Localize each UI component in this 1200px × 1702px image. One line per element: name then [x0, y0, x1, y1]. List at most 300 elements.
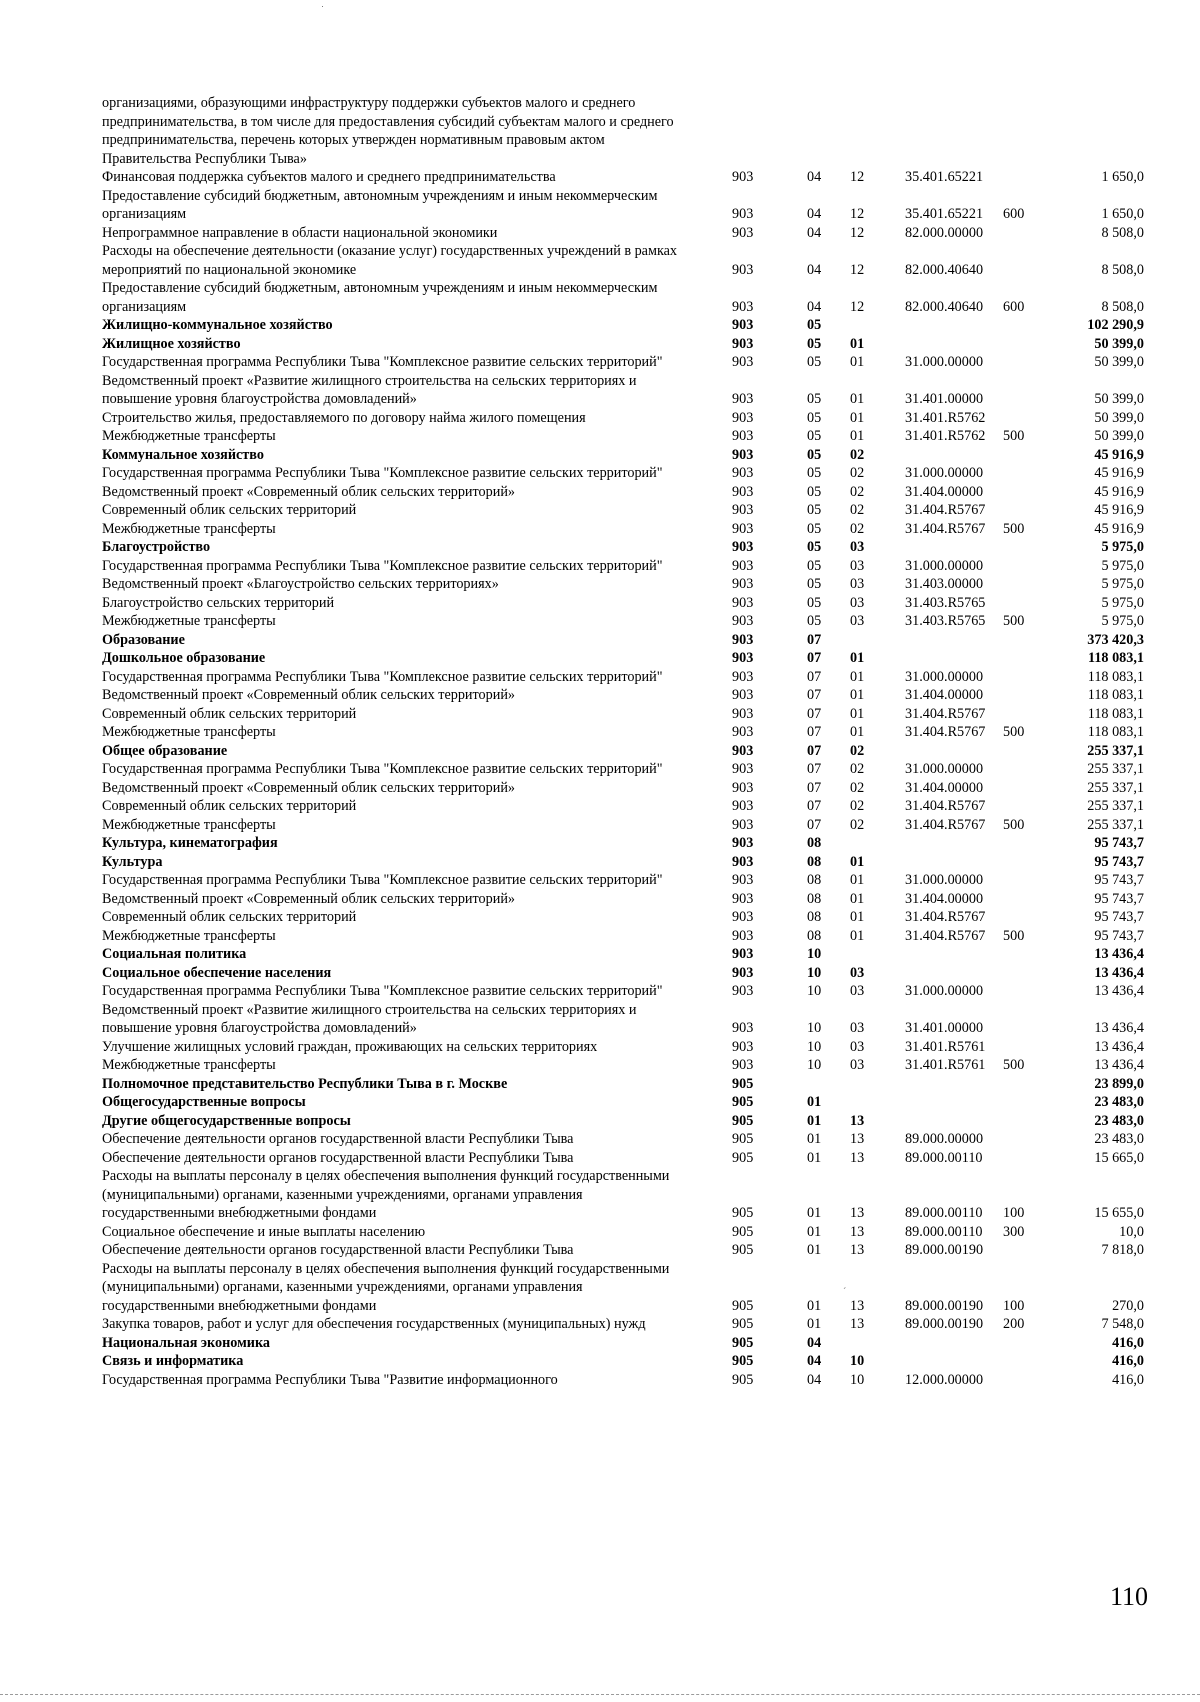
row-sum: 10,0 [1119, 1223, 1144, 1240]
row-vr-code: 500 [1003, 724, 1025, 740]
table-row [102, 520, 1144, 539]
table-row [102, 464, 1144, 483]
row-pr-code: 02 [850, 446, 865, 463]
row-name: Ведомственный проект «Развитие жилищного строительства на сельских территориях и повышение уровня благоустройства домовладений» [102, 372, 637, 407]
row-gr-code: 903 [732, 298, 754, 315]
row-cs-code [875, 945, 993, 964]
row-gr-code: 903 [732, 206, 754, 222]
scan-edge-line [0, 1694, 1200, 1695]
row-pr-code: 01 [850, 853, 865, 870]
table-row [102, 1260, 1144, 1316]
row-pr-code: 02 [850, 502, 865, 518]
row-vr-code: 300 [1003, 1223, 1025, 1240]
row-cs-code: 31.404.R5767 [905, 927, 986, 944]
row-rz-code: 01 [807, 1242, 822, 1258]
row-name: Обеспечение деятельности органов государственной власти Республики Тыва [102, 1131, 574, 1147]
row-gr-code: 905 [732, 1334, 754, 1351]
row-vr-code [993, 1371, 1039, 1390]
row-sum: 23 483,0 [1094, 1112, 1144, 1129]
row-sum: 95 743,7 [1094, 909, 1144, 925]
row-vr-code [993, 372, 1039, 409]
row-vr-code [993, 631, 1039, 650]
row-rz-code: 01 [807, 1223, 822, 1240]
row-name: Благоустройство сельских территорий [102, 594, 335, 611]
row-rz-code: 08 [807, 853, 822, 870]
row-gr-code: 903 [732, 391, 754, 407]
row-rz-code: 01 [807, 1316, 822, 1332]
row-cs-code: 31.403.R5765 [905, 594, 986, 611]
row-cs-code [875, 853, 993, 872]
row-gr-code: 903 [732, 354, 754, 370]
table-row [102, 1056, 1144, 1075]
row-vr-code [993, 686, 1039, 705]
row-sum: 416,0 [1112, 1371, 1144, 1388]
row-sum: 15 665,0 [1094, 1149, 1144, 1166]
row-vr-code [993, 594, 1039, 613]
row-name: Государственная программа Республики Тыва "Комплексное развитие сельских территорий" [102, 557, 663, 574]
row-vr-code: 500 [1003, 428, 1025, 444]
budget-table [102, 94, 1144, 1389]
row-rz-code: 04 [807, 1371, 822, 1388]
row-name: Государственная программа Республики Тыва "Комплексное развитие сельских территорий" [102, 354, 663, 370]
table-row [102, 964, 1144, 983]
row-sum: 45 916,9 [1094, 446, 1144, 463]
row-gr-code: 903 [732, 964, 754, 981]
row-gr-code: 905 [732, 1075, 754, 1092]
row-gr-code: 903 [732, 520, 754, 537]
table-row [102, 1093, 1144, 1112]
row-name: Культура [102, 853, 163, 870]
row-gr-code: 903 [732, 335, 754, 352]
row-sum: 13 436,4 [1094, 964, 1144, 981]
row-cs-code [875, 335, 993, 354]
row-name: организациями, образующими инфраструктуру поддержки субъектов малого и среднего предпринимательства, в том числе для предоставления субсидий субъектам малого и среднего предпринимательства, перечень которых утвержден нормативным правовым актом Правительства Республики Тыва» [102, 95, 674, 167]
row-name: Социальная политика [102, 946, 247, 962]
row-pr-code: 13 [850, 1112, 865, 1129]
row-name: Ведомственный проект «Развитие жилищного строительства на сельских территориях и повышение уровня благоустройства домовладений» [102, 1001, 637, 1036]
row-vr-code [993, 538, 1039, 557]
row-gr-code: 903 [732, 853, 754, 870]
table-row [102, 316, 1144, 335]
row-pr-code: 02 [850, 798, 865, 814]
row-pr-code: 01 [850, 335, 865, 352]
row-gr-code: 905 [732, 1149, 754, 1166]
row-pr-code [825, 945, 875, 964]
row-sum: 13 436,4 [1094, 1038, 1144, 1055]
row-name: Непрограммное направление в области национальной экономики [102, 224, 498, 241]
row-rz-code: 04 [807, 1353, 822, 1369]
row-vr-code [993, 224, 1039, 243]
row-sum: 13 436,4 [1094, 1057, 1144, 1073]
row-vr-code [993, 742, 1039, 761]
row-gr-code: 903 [732, 317, 754, 333]
row-name: Национальная экономика [102, 1334, 271, 1351]
table-row [102, 187, 1144, 224]
row-vr-code [993, 1241, 1039, 1260]
row-rz-code: 10 [807, 1057, 822, 1073]
table-row [102, 890, 1144, 909]
row-name: Социальное обеспечение и иные выплаты населению [102, 1223, 426, 1240]
row-gr-code: 903 [732, 502, 754, 518]
row-rz-code: 10 [807, 983, 822, 999]
row-gr-code: 903 [732, 927, 754, 944]
table-row [102, 168, 1144, 187]
row-vr-code: 500 [1003, 816, 1025, 833]
table-row [102, 372, 1144, 409]
row-rz-code: 01 [807, 1149, 822, 1166]
row-cs-code: 31.000.00000 [905, 354, 984, 370]
row-sum: 255 337,1 [1087, 761, 1144, 777]
row-vr-code: 200 [1003, 1316, 1025, 1332]
row-cs-code [875, 742, 993, 761]
row-cs-code [875, 649, 993, 668]
row-cs-code: 31.404.R5767 [905, 816, 986, 833]
row-rz-code: 01 [807, 1094, 822, 1110]
row-vr-code: 100 [1003, 1205, 1025, 1221]
row-pr-code: 02 [850, 520, 865, 537]
row-pr-code: 03 [850, 1038, 865, 1055]
row-vr-code [993, 353, 1039, 372]
row-cs-code: 31.000.00000 [905, 872, 984, 888]
table-row [102, 353, 1144, 372]
row-cs-code: 12.000.00000 [905, 1371, 984, 1388]
row-pr-code: 01 [850, 428, 865, 444]
row-vr-code: 500 [1003, 520, 1025, 537]
row-cs-code: 31.401.R5762 [905, 428, 986, 444]
row-cs-code [875, 1334, 993, 1353]
row-pr-code: 03 [850, 1057, 865, 1073]
row-pr-code: 01 [850, 391, 865, 407]
row-vr-code: 600 [1003, 206, 1025, 222]
row-name: Благоустройство [102, 539, 211, 555]
row-gr-code: 903 [732, 631, 754, 648]
row-cs-code: 31.401.R5761 [905, 1057, 986, 1073]
row-pr-code: 01 [850, 705, 865, 722]
row-pr-code: 01 [850, 409, 865, 426]
row-cs-code: 31.403.R5765 [905, 613, 986, 629]
row-rz-code [768, 94, 825, 168]
row-rz-code: 07 [807, 631, 822, 648]
row-sum: 95 743,7 [1094, 835, 1144, 851]
row-pr-code: 02 [850, 465, 865, 481]
table-row [102, 612, 1144, 631]
table-row [102, 94, 1144, 168]
row-cs-code: 31.404.00000 [905, 483, 984, 500]
row-rz-code: 05 [807, 576, 822, 592]
row-sum: 45 916,9 [1094, 465, 1144, 481]
table-row [102, 242, 1144, 279]
row-pr-code: 01 [850, 909, 865, 925]
row-sum: 50 399,0 [1094, 335, 1144, 352]
row-cs-code: 31.000.00000 [905, 557, 984, 574]
row-name: Государственная программа Республики Тыва "Комплексное развитие сельских территорий" [102, 668, 663, 685]
row-cs-code: 31.401.00000 [905, 1020, 984, 1036]
row-gr-code: 905 [732, 1094, 754, 1110]
row-gr-code: 903 [732, 483, 754, 500]
row-rz-code: 10 [807, 964, 822, 981]
row-gr-code: 903 [732, 816, 754, 833]
table-row [102, 853, 1144, 872]
row-pr-code [825, 316, 875, 335]
row-name: Жилищное хозяйство [102, 335, 241, 352]
table-row [102, 409, 1144, 428]
row-name: Полномочное представительство Республики Тыва в г. Москве [102, 1075, 508, 1092]
row-vr-code [993, 1001, 1039, 1038]
row-rz-code: 05 [807, 391, 822, 407]
row-sum: 8 508,0 [1101, 298, 1144, 315]
row-vr-code [993, 409, 1039, 428]
row-gr-code: 903 [732, 872, 754, 888]
row-gr-code: 905 [732, 1112, 754, 1129]
row-name: Общегосударственные вопросы [102, 1094, 306, 1110]
row-pr-code: 02 [850, 483, 865, 500]
table-row [102, 1112, 1144, 1131]
row-name: Ведомственный проект «Благоустройство сельских территориях» [102, 576, 499, 592]
row-name: Обеспечение деятельности органов государственной власти Республики Тыва [102, 1149, 574, 1166]
table-row [102, 927, 1144, 946]
row-sum: 5 975,0 [1101, 539, 1144, 555]
row-vr-code [993, 871, 1039, 890]
row-vr-code [993, 760, 1039, 779]
row-name: Закупка товаров, работ и услуг для обеспечения государственных (муниципальных) нужд [102, 1316, 646, 1332]
row-sum: 95 743,7 [1094, 872, 1144, 888]
row-cs-code: 31.000.00000 [905, 465, 984, 481]
row-vr-code: 100 [1003, 1297, 1025, 1314]
row-name: Ведомственный проект «Современный облик сельских территорий» [102, 890, 516, 907]
row-name: Современный облик сельских территорий [102, 798, 357, 814]
table-row [102, 834, 1144, 853]
row-pr-code: 13 [850, 1149, 865, 1166]
row-sum: 5 975,0 [1101, 613, 1144, 629]
row-sum: 1 650,0 [1101, 206, 1144, 222]
row-rz-code: 10 [807, 1020, 822, 1036]
table-row [102, 705, 1144, 724]
table-row [102, 335, 1144, 354]
row-pr-code: 13 [850, 1131, 865, 1147]
table-row [102, 1334, 1144, 1353]
row-rz-code: 07 [807, 724, 822, 740]
row-pr-code: 03 [850, 557, 865, 574]
row-cs-code: 31.404.00000 [905, 890, 984, 907]
table-row [102, 224, 1144, 243]
row-sum: 1 650,0 [1101, 169, 1144, 185]
row-sum: 118 083,1 [1087, 724, 1144, 740]
row-name: Межбюджетные трансферты [102, 816, 276, 833]
row-sum: 8 508,0 [1101, 224, 1144, 241]
row-pr-code: 12 [850, 169, 865, 185]
row-cs-code: 31.404.R5767 [905, 798, 986, 814]
row-sum: 50 399,0 [1094, 409, 1144, 426]
row-sum: 416,0 [1112, 1353, 1144, 1369]
row-cs-code: 89.000.00110 [905, 1149, 983, 1166]
row-vr-code [993, 890, 1039, 909]
table-row [102, 427, 1144, 446]
row-rz-code: 04 [807, 169, 822, 185]
row-vr-code [993, 446, 1039, 465]
table-row [102, 483, 1144, 502]
row-pr-code [825, 1075, 875, 1094]
row-gr-code: 903 [732, 909, 754, 925]
row-rz-code: 05 [807, 354, 822, 370]
row-rz-code: 04 [807, 224, 822, 241]
row-pr-code: 01 [850, 668, 865, 685]
row-rz-code: 10 [807, 946, 822, 962]
row-vr-code [993, 557, 1039, 576]
table-row [102, 797, 1144, 816]
table-row [102, 1223, 1144, 1242]
row-cs-code: 31.404.R5767 [905, 724, 986, 740]
row-rz-code: 07 [807, 742, 822, 759]
row-pr-code: 13 [850, 1205, 865, 1221]
table-row [102, 686, 1144, 705]
row-gr-code: 903 [732, 557, 754, 574]
row-name: Связь и информатика [102, 1353, 244, 1369]
row-sum: 5 975,0 [1101, 557, 1144, 574]
row-rz-code [768, 1075, 825, 1094]
row-rz-code: 05 [807, 613, 822, 629]
row-gr-code: 905 [732, 1131, 754, 1147]
row-cs-code: 31.401.R5761 [905, 1038, 986, 1055]
row-sum: 95 743,7 [1094, 927, 1144, 944]
table-row [102, 982, 1144, 1001]
row-name: Межбюджетные трансферты [102, 613, 276, 629]
row-cs-code: 31.404.R5767 [905, 520, 986, 537]
table-row [102, 1149, 1144, 1168]
row-pr-code: 12 [850, 298, 865, 315]
row-sum: 23 899,0 [1094, 1075, 1144, 1092]
row-name: Предоставление субсидий бюджетным, автономным учреждениям и иным некоммерческим организациям [102, 187, 658, 222]
row-vr-code [993, 1038, 1039, 1057]
row-name: Ведомственный проект «Современный облик сельских территорий» [102, 483, 516, 500]
table-row [102, 575, 1144, 594]
row-gr-code: 903 [732, 594, 754, 611]
row-vr-code [993, 945, 1039, 964]
row-cs-code: 89.000.00110 [905, 1205, 983, 1221]
table-row [102, 594, 1144, 613]
row-pr-code: 03 [850, 539, 865, 555]
row-name: Расходы на выплаты персоналу в целях обеспечения выполнения функций государственными (муниципальными) органами, казенными учреждениями, органами управления государственными внебюджетными фондами [102, 1260, 670, 1314]
row-rz-code: 05 [807, 446, 822, 463]
row-sum: 50 399,0 [1094, 391, 1144, 407]
row-vr-code: 500 [1003, 613, 1025, 629]
row-sum: 13 436,4 [1094, 946, 1144, 962]
row-rz-code: 07 [807, 779, 822, 796]
row-sum: 13 436,4 [1094, 1020, 1144, 1036]
row-name: Культура, кинематография [102, 835, 278, 851]
row-pr-code: 03 [850, 964, 865, 981]
row-name: Межбюджетные трансферты [102, 428, 276, 444]
row-pr-code: 02 [850, 742, 865, 759]
row-rz-code: 04 [807, 1334, 822, 1351]
row-pr-code: 13 [850, 1297, 865, 1314]
row-cs-code: 35.401.65221 [905, 169, 984, 185]
row-sum: 255 337,1 [1087, 798, 1144, 814]
row-sum: 118 083,1 [1087, 668, 1144, 685]
row-cs-code: 31.404.00000 [905, 779, 984, 796]
table-row [102, 723, 1144, 742]
row-rz-code: 07 [807, 650, 822, 666]
row-rz-code: 04 [807, 298, 822, 315]
row-gr-code: 903 [732, 798, 754, 814]
table-row [102, 1352, 1144, 1371]
row-vr-code [993, 853, 1039, 872]
row-name: Государственная программа Республики Тыва "Комплексное развитие сельских территорий" [102, 872, 663, 888]
row-name: Образование [102, 631, 185, 648]
row-rz-code: 08 [807, 909, 822, 925]
row-vr-code [993, 834, 1039, 853]
row-sum: 255 337,1 [1087, 742, 1144, 759]
table-row [102, 1371, 1144, 1390]
row-vr-code [993, 575, 1039, 594]
row-pr-code: 01 [850, 927, 865, 944]
row-name: Обеспечение деятельности органов государственной власти Республики Тыва [102, 1242, 574, 1258]
row-vr-code: 600 [1003, 298, 1025, 315]
row-cs-code: 89.000.00190 [905, 1316, 984, 1332]
row-pr-code: 01 [850, 724, 865, 740]
row-vr-code [993, 1149, 1039, 1168]
table-row [102, 1167, 1144, 1223]
row-cs-code: 31.000.00000 [905, 761, 984, 777]
row-name: Финансовая поддержка субъектов малого и среднего предпринимательства [102, 169, 556, 185]
row-cs-code: 31.404.R5767 [905, 502, 986, 518]
row-cs-code [875, 538, 993, 557]
row-rz-code: 05 [807, 428, 822, 444]
row-pr-code: 13 [850, 1242, 865, 1258]
row-name: Общее образование [102, 742, 228, 759]
row-cs-code [875, 1075, 993, 1094]
row-name: Расходы на обеспечение деятельности (оказание услуг) государственных учреждений в рамках мероприятий по национальной экономике [102, 243, 678, 278]
row-pr-code: 12 [850, 206, 865, 222]
row-rz-code: 05 [807, 557, 822, 574]
table-row [102, 649, 1144, 668]
scan-speck [322, 6, 323, 7]
row-vr-code: 500 [1003, 1057, 1025, 1073]
row-vr-code [993, 168, 1039, 187]
row-sum: 50 399,0 [1094, 354, 1144, 370]
row-gr-code: 903 [732, 1038, 754, 1055]
row-cs-code: 89.000.00000 [905, 1131, 984, 1147]
row-vr-code [993, 316, 1039, 335]
row-cs-code [875, 1093, 993, 1112]
row-gr-code: 903 [732, 539, 754, 555]
table-row [102, 279, 1144, 316]
row-vr-code [993, 982, 1039, 1001]
row-cs-code: 31.401.00000 [905, 391, 984, 407]
row-pr-code: 02 [850, 761, 865, 777]
row-vr-code [993, 1352, 1039, 1371]
row-gr-code: 903 [732, 724, 754, 740]
row-name: Государственная программа Республики Тыва "Комплексное развитие сельских территорий" [102, 465, 663, 481]
row-cs-code: 89.000.00190 [905, 1242, 984, 1258]
row-sum: 373 420,3 [1087, 631, 1144, 648]
row-cs-code [875, 964, 993, 983]
row-gr-code: 903 [732, 761, 754, 777]
table-row [102, 871, 1144, 890]
row-rz-code: 05 [807, 483, 822, 500]
row-gr-code: 903 [732, 983, 754, 999]
row-gr-code: 903 [732, 446, 754, 463]
row-cs-code: 31.404.00000 [905, 687, 984, 703]
row-pr-code [825, 834, 875, 853]
row-pr-code: 12 [850, 224, 865, 241]
row-name: Межбюджетные трансферты [102, 520, 276, 537]
row-rz-code: 05 [807, 335, 822, 352]
row-name: Межбюджетные трансферты [102, 927, 276, 944]
row-rz-code: 08 [807, 927, 822, 944]
row-gr-code: 905 [732, 1223, 754, 1240]
row-pr-code: 01 [850, 650, 865, 666]
row-vr-code [993, 1093, 1039, 1112]
